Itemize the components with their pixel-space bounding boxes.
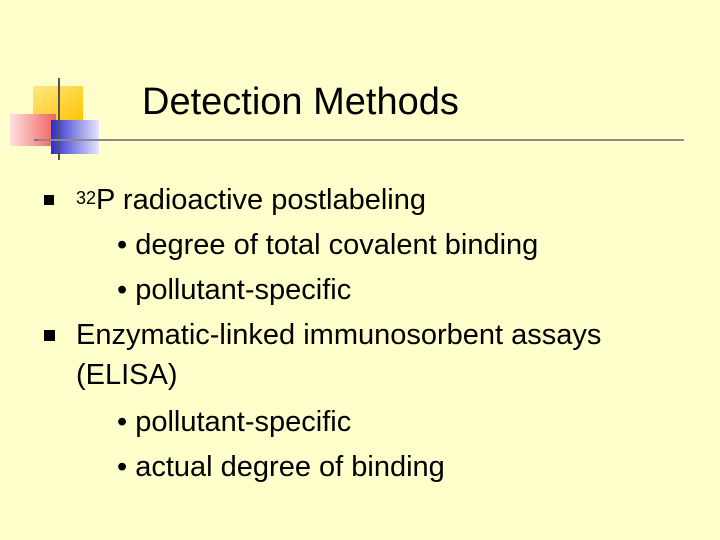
item-2-text-line-1: Enzymatic-linked immunosorbent assays [76, 319, 602, 351]
item-2-text-line-2: (ELISA) [76, 359, 178, 391]
logo-red-square [10, 114, 56, 146]
slide-title: Detection Methods [142, 81, 459, 123]
bullet-square-icon [44, 195, 54, 205]
item-2-subitem-2: • actual degree of binding [117, 451, 445, 483]
item-1-label: P radioactive postlabeling [96, 184, 426, 216]
item-1-subitem-1: • degree of total covalent binding [117, 229, 539, 261]
superscript-mass-number: 32 [76, 188, 97, 208]
item-2-subitem-1: • pollutant-specific [117, 406, 352, 438]
bullet-square-icon [44, 330, 55, 341]
item-1-text [76, 182, 426, 218]
decorative-logo [0, 0, 110, 170]
title-divider [38, 139, 684, 141]
item-1-subitem-2: • pollutant-specific [117, 274, 352, 306]
